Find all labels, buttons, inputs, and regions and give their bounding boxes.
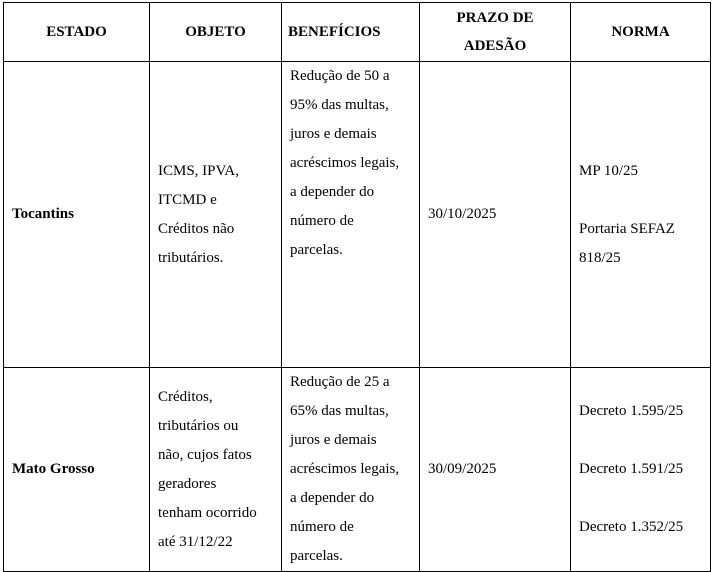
- regularization-table: [3, 2, 711, 572]
- cell-estado: Mato Grosso: [4, 368, 150, 572]
- norma-line: Portaria SEFAZ: [579, 220, 675, 237]
- objeto-line: tributários.: [158, 249, 224, 266]
- header-estado: ESTADO: [4, 3, 150, 62]
- objeto-line: geradores: [158, 475, 217, 492]
- beneficios-line: a depender do: [290, 490, 375, 506]
- cell-prazo: 30/10/2025: [420, 62, 571, 368]
- header-prazo-line1: PRAZO DE: [456, 10, 534, 26]
- objeto-line: ICMS, IPVA,: [158, 162, 239, 179]
- cell-beneficios: [282, 368, 420, 572]
- objeto-line: tenham ocorrido: [158, 504, 257, 521]
- objeto-line: Créditos não: [158, 220, 235, 237]
- beneficios-line: parcelas.: [290, 548, 343, 564]
- beneficios-line: Redução de 50 a: [290, 68, 390, 84]
- cell-objeto: [150, 368, 282, 572]
- beneficios-line: número de: [290, 213, 354, 229]
- objeto-line: até 31/12/22: [158, 533, 233, 550]
- beneficios-line: número de: [290, 519, 354, 535]
- cell-estado: Tocantins: [4, 62, 150, 368]
- header-norma: NORMA: [571, 3, 711, 62]
- cell-norma: [571, 368, 711, 572]
- header-row: [4, 3, 711, 62]
- header-prazo-de-adesao: [420, 3, 571, 62]
- beneficios-line: a depender do: [290, 184, 375, 200]
- norma-line: Decreto 1.591/25: [579, 461, 684, 477]
- norma-line: Decreto 1.352/25: [579, 519, 684, 535]
- norma-line: MP 10/25: [579, 162, 639, 179]
- beneficios-line: Redução de 25 a: [290, 374, 390, 390]
- cell-prazo: 30/09/2025: [420, 368, 571, 572]
- beneficios-line: 95% das multas,: [290, 97, 389, 113]
- beneficios-line: acréscimos legais,: [290, 461, 400, 477]
- norma-line: 818/25: [579, 249, 621, 266]
- objeto-line: ITCMD e: [158, 191, 217, 208]
- table-row: [4, 368, 711, 572]
- norma-spacer: [579, 426, 704, 455]
- cell-norma: [571, 62, 711, 368]
- cell-objeto: [150, 62, 282, 368]
- header-beneficios: BENEFÍCIOS: [282, 3, 420, 62]
- table-row: [4, 62, 711, 368]
- objeto-line: tributários ou: [158, 417, 239, 434]
- norma-spacer: [579, 186, 704, 215]
- objeto-line: Créditos,: [158, 388, 213, 405]
- header-prazo-line2: ADESÃO: [463, 38, 527, 54]
- beneficios-line: parcelas.: [290, 242, 343, 258]
- beneficios-line: 65% das multas,: [290, 403, 389, 419]
- cell-beneficios: [282, 62, 420, 368]
- norma-line: Decreto 1.595/25: [579, 403, 684, 419]
- beneficios-line: acréscimos legais,: [290, 155, 400, 171]
- norma-spacer: [579, 484, 704, 513]
- beneficios-line: juros e demais: [290, 126, 377, 142]
- header-objeto: OBJETO: [150, 3, 282, 62]
- beneficios-line: juros e demais: [290, 432, 377, 448]
- objeto-line: não, cujos fatos: [158, 446, 252, 463]
